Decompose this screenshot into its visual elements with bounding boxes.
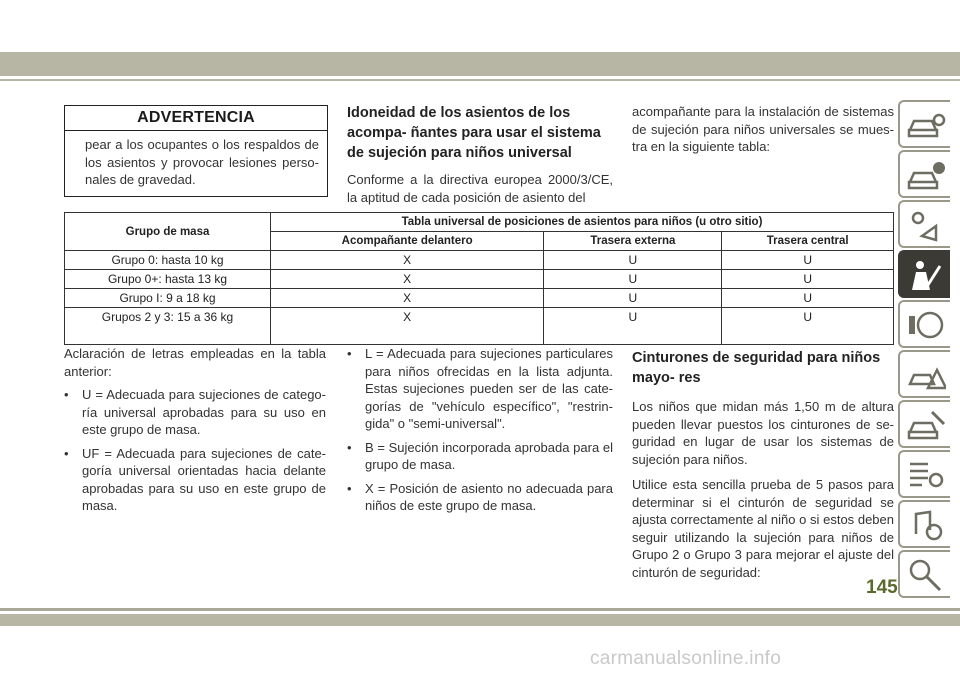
table-cell: U [722, 270, 894, 289]
top-band [0, 52, 960, 76]
table-cell: U [722, 289, 894, 308]
warning-body: pear a los ocupantes o los respaldos de los asientos y provocar lesiones perso- nales de gravedad. [85, 137, 319, 187]
list-item: • L = Adecuada para sujeciones particulares para niños ofrecidas en la lista adjunta. Estas sujeciones pueden ser de las cate- gorías de "vehículo específico", "restrin- gida" o "semi-universal". [347, 346, 613, 431]
table-header-group: Grupo de masa [65, 213, 271, 251]
belts-paragraph: Utilice esta sencilla prueba de 5 pasos para determinar si el cinturón de seguridad se ajusta correctamente al niño o si estos deben seguir utilizando la sujeción para niños de Grupo 2 o Grupo 3 para mejorar el ajuste del cinturón de seguridad: [632, 477, 894, 580]
table-row [65, 308, 894, 345]
table-cell: U [544, 251, 722, 270]
tab-specs[interactable] [898, 450, 950, 498]
top-rule [0, 79, 960, 81]
car-key-icon [906, 108, 946, 142]
intro-text: acompañante para la instalación de sistemas de sujeción para niños universales se mues- tra en la siguiente tabla: [632, 104, 894, 154]
bottom-rule [0, 608, 960, 611]
table-cell: U [544, 289, 722, 308]
table-header-span: Tabla universal de posiciones de asientos para niños (u otro sitio) [271, 213, 894, 232]
table-row [65, 251, 894, 270]
list-item: • UF = Adecuada para sujeciones de cate- goría universal orientadas hacia delante aprobadas para su uso en este grupo de masa. [64, 445, 326, 513]
column-suitability [347, 103, 613, 206]
bullet: • [64, 445, 69, 461]
table-cell: Grupo I: 9 a 18 kg [65, 289, 271, 308]
list-item: • B = Sujeción incorporada aprobada para el grupo de masa. [347, 439, 613, 472]
belts-paragraph: Los niños que midan más 1,50 m de altura pueden llevar puestos los cinturones de se- guridad en lugar de usar los sistemas de sujeción para niños. [632, 399, 894, 467]
watermark: carmanualsonline.info [590, 648, 782, 669]
table-row [65, 270, 894, 289]
table-cell: X [271, 270, 544, 289]
tab-multimedia[interactable] [898, 500, 950, 548]
suitability-heading: Idoneidad de los asientos de los acompa- ñantes para usar el sistema de sujeción para niños universal [347, 105, 601, 161]
multimedia-icon [906, 508, 946, 542]
airbag-seatbelt-icon [906, 258, 946, 292]
table-cell: Grupo 0+: hasta 13 kg [65, 270, 271, 289]
list-item: • X = Posición de asiento no adecuada para niños de este grupo de masa. [347, 480, 613, 513]
table-cell: Grupo 0: hasta 10 kg [65, 251, 271, 270]
tab-airbag-seatbelt[interactable] [898, 250, 950, 298]
list-item: • U = Adecuada para sujeciones de catego- ría universal aprobadas para su uso en este grupo de masa. [64, 387, 326, 437]
car-info-icon [906, 158, 946, 192]
tab-steering-wheel[interactable] [898, 300, 950, 348]
table-row [65, 289, 894, 308]
suitability-text: Conforme a la directiva europea 2000/3/CE, la aptitud de cada posición de asiento del [347, 172, 613, 205]
roadside-warning-icon [906, 358, 946, 392]
column-intro [632, 103, 894, 156]
table-cell: X [271, 289, 544, 308]
warning-lights-icon [906, 208, 946, 242]
table-cell: U [722, 251, 894, 270]
table-header-col: Trasera externa [544, 232, 722, 251]
steering-wheel-icon [906, 308, 946, 342]
table-cell: U [544, 308, 722, 345]
bottom-band [0, 614, 960, 626]
tab-car-key[interactable] [898, 100, 950, 148]
tab-roadside[interactable] [898, 350, 950, 398]
warning-title: ADVERTENCIA [65, 106, 327, 131]
page-number: 145 [866, 577, 898, 598]
warning-box [64, 105, 328, 197]
table-header-col: Acompañante delantero [271, 232, 544, 251]
column-legend-1 [64, 345, 326, 515]
tab-warning-lights[interactable] [898, 200, 950, 248]
column-legend-2 [347, 345, 613, 515]
specs-list-icon [906, 458, 946, 492]
column-belts [632, 348, 894, 581]
tab-car-info[interactable] [898, 150, 950, 198]
bullet: • [64, 387, 69, 402]
table-cell: Grupos 2 y 3: 15 a 36 kg [65, 308, 271, 345]
bullet: • [347, 480, 352, 496]
seat-suitability-table [64, 212, 894, 345]
table-cell: U [722, 308, 894, 345]
legend-intro: Aclaración de letras empleadas en la tabla anterior: [64, 346, 326, 379]
table-header-col: Trasera central [722, 232, 894, 251]
table-cell: U [544, 270, 722, 289]
bullet: • [347, 346, 352, 361]
belts-heading: Cinturones de seguridad para niños mayo- res [632, 350, 881, 386]
table-cell: X [271, 251, 544, 270]
bullet: • [347, 439, 352, 455]
car-service-icon [906, 408, 946, 442]
table-cell: X [271, 308, 544, 345]
tab-car-service[interactable] [898, 400, 950, 448]
index-search-icon [906, 558, 946, 592]
tab-index-search[interactable] [898, 550, 950, 598]
